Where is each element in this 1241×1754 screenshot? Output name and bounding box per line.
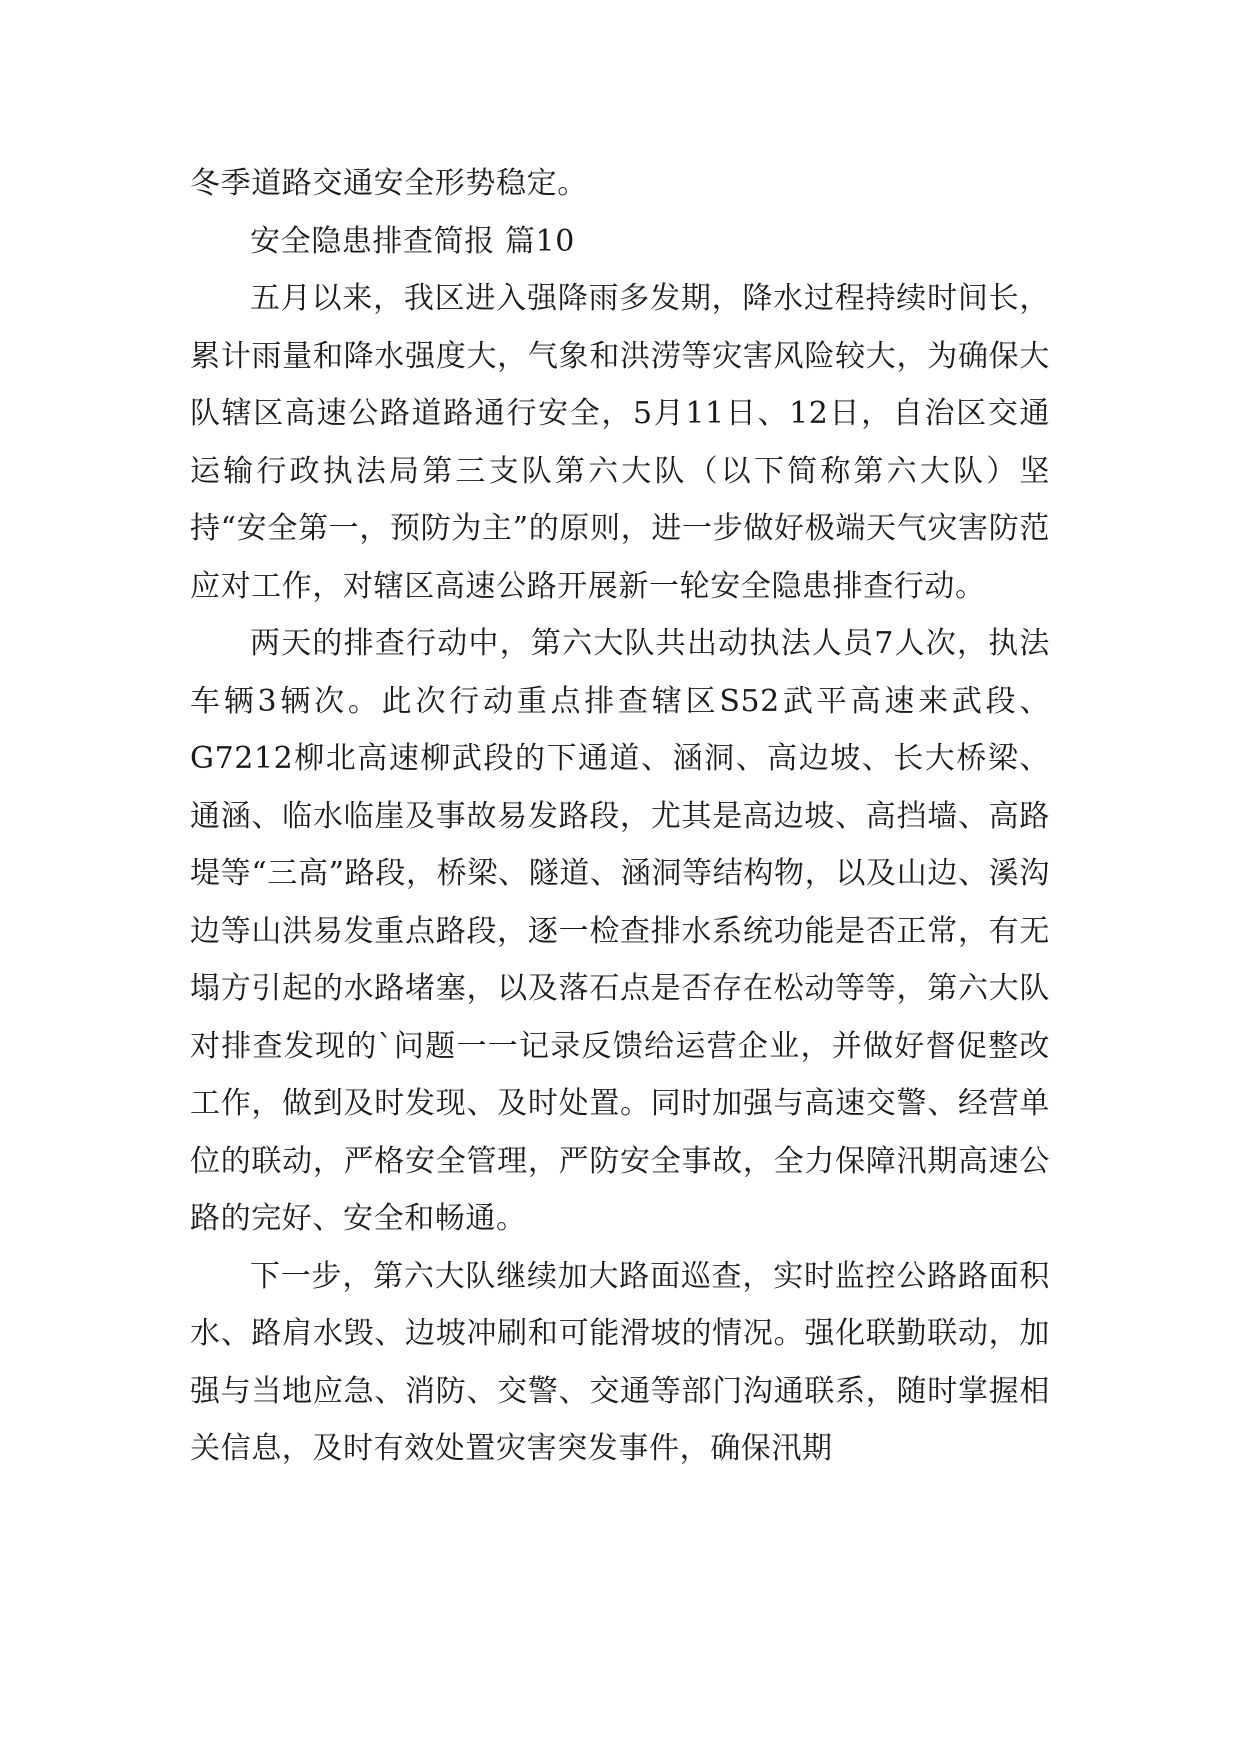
body-paragraph: 五月以来，我区进入强降雨多发期，降水过程持续时间长，累计雨量和降水强度大，气象和洪涝等灾害风险较大，为确保大队辖区高速公路道路通行安全，5月11日、12日，自治区交通运输行政执法局第三支队第六大队（以下简称第六大队）坚持“安全第一，预防为主”的原则，进一步做好极端天气灾害防范应对工作，对辖区高速公路开展新一轮安全隐患排查行动。	[190, 281, 1050, 604]
continuation-paragraph: 冬季道路交通安全形势稳定。	[190, 166, 588, 201]
document-body	[190, 155, 1050, 1478]
body-paragraph: 两天的排查行动中，第六大队共出动执法人员7人次，执法车辆3辆次。此次行动重点排查辖区S52武平高速来武段、G7212柳北高速柳武段的下通道、涵洞、高边坡、长大桥梁、通涵、临水临崖及事故易发路段，尤其是高边坡、高挡墙、高路堤等“三高”路段，桥梁、隧道、涵洞等结构物，以及山边、溪沟边等山洪易发重点路段，逐一检查排水系统功能是否正常，有无塌方引起的水路堵塞，以及落石点是否存在松动等等，第六大队对排查发现的`问题一一记录反馈给运营企业，并做好督促整改工作，做到及时发现、及时处置。同时加强与高速交警、经营单位的联动，严格安全管理，严防安全事故，全力保障汛期高速公路的完好、安全和畅通。	[190, 626, 1050, 1236]
body-paragraph: 下一步，第六大队继续加大路面巡查，实时监控公路路面积水、路肩水毁、边坡冲刷和可能滑坡的情况。强化联勤联动，加强与当地应急、消防、交警、交通等部门沟通联系，随时掌握相关信息，及时有效处置灾害突发事件，确保汛期	[190, 1258, 1050, 1466]
section-heading: 安全隐患排查简报 篇10	[250, 223, 575, 259]
